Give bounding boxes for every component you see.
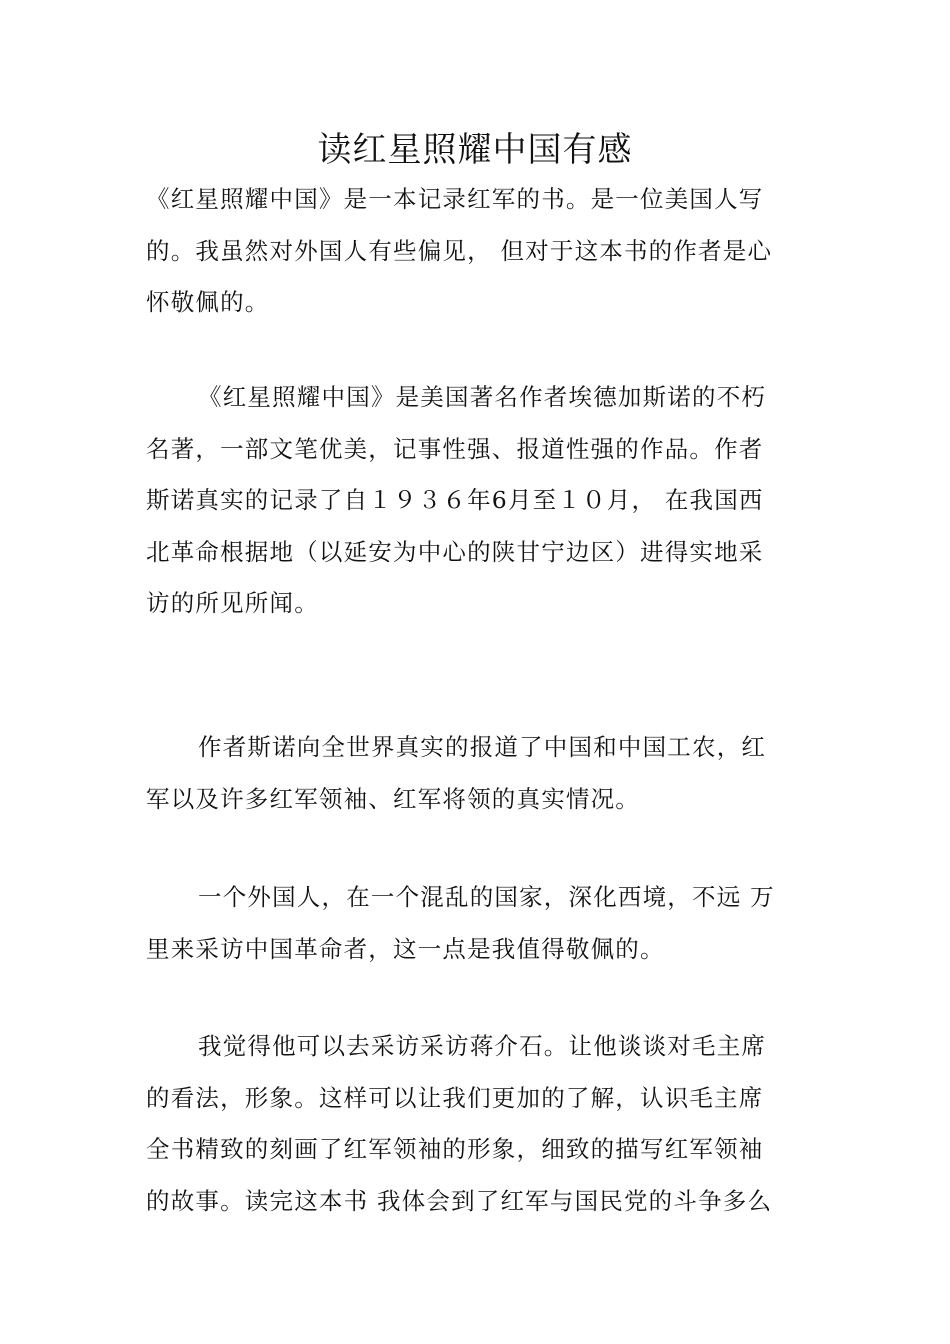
text-line: 斯诺真实的记录了自１９３６年6月至１０月， 在我国西 [146,486,764,514]
text-line: 我觉得他可以去采访采访蒋介石。让他谈谈对毛主席 [198,1032,767,1060]
text-line: 的看法，形象。这样可以让我们更加的了解，认识毛主席 [146,1083,764,1112]
paragraph-2 [146,372,804,630]
text-line: 的。我虽然对外国人有些偏见， 但对于这本书的作者是心 [146,236,773,265]
paragraph-1 [146,174,804,329]
text-line: 一个外国人，在一个混乱的国家，深化西境，不远 万 [198,883,775,911]
paragraph-4 [146,872,804,975]
text-line: 作者斯诺向全世界真实的报道了中国和中国工农，红 [198,733,767,761]
paragraph-5 [146,1021,804,1227]
text-line: 《红星照耀中国》是美国著名作者埃德加斯诺的不朽 [198,383,767,411]
text-line: 《红星照耀中国》是一本记录红军的书。是一位美国人写 [146,185,764,213]
text-line: 怀敬佩的。 [146,288,270,316]
text-line: 军以及许多红军领袖、红军将领的真实情况。 [146,784,640,813]
text-line: 北革命根据地（以延安为中心的陕甘宁边区）进得实地采 [146,537,764,566]
text-line: 名著，一部文笔优美，记事性强、报道性强的作品。作者 [146,434,764,463]
paragraph-3 [146,722,804,825]
text-line: 全书精致的刻画了红军领袖的形象，细致的描写红军领袖 [146,1135,764,1163]
text-line: 里来采访中国革命者，这一点是我值得敬佩的。 [146,934,665,963]
text-line: 访的所见所闻。 [146,589,319,617]
document-title: 读红星照耀中国有感 [317,130,633,170]
text-line: 的故事。读完这本书 我体会到了红军与国民党的斗争多么 [146,1186,773,1215]
